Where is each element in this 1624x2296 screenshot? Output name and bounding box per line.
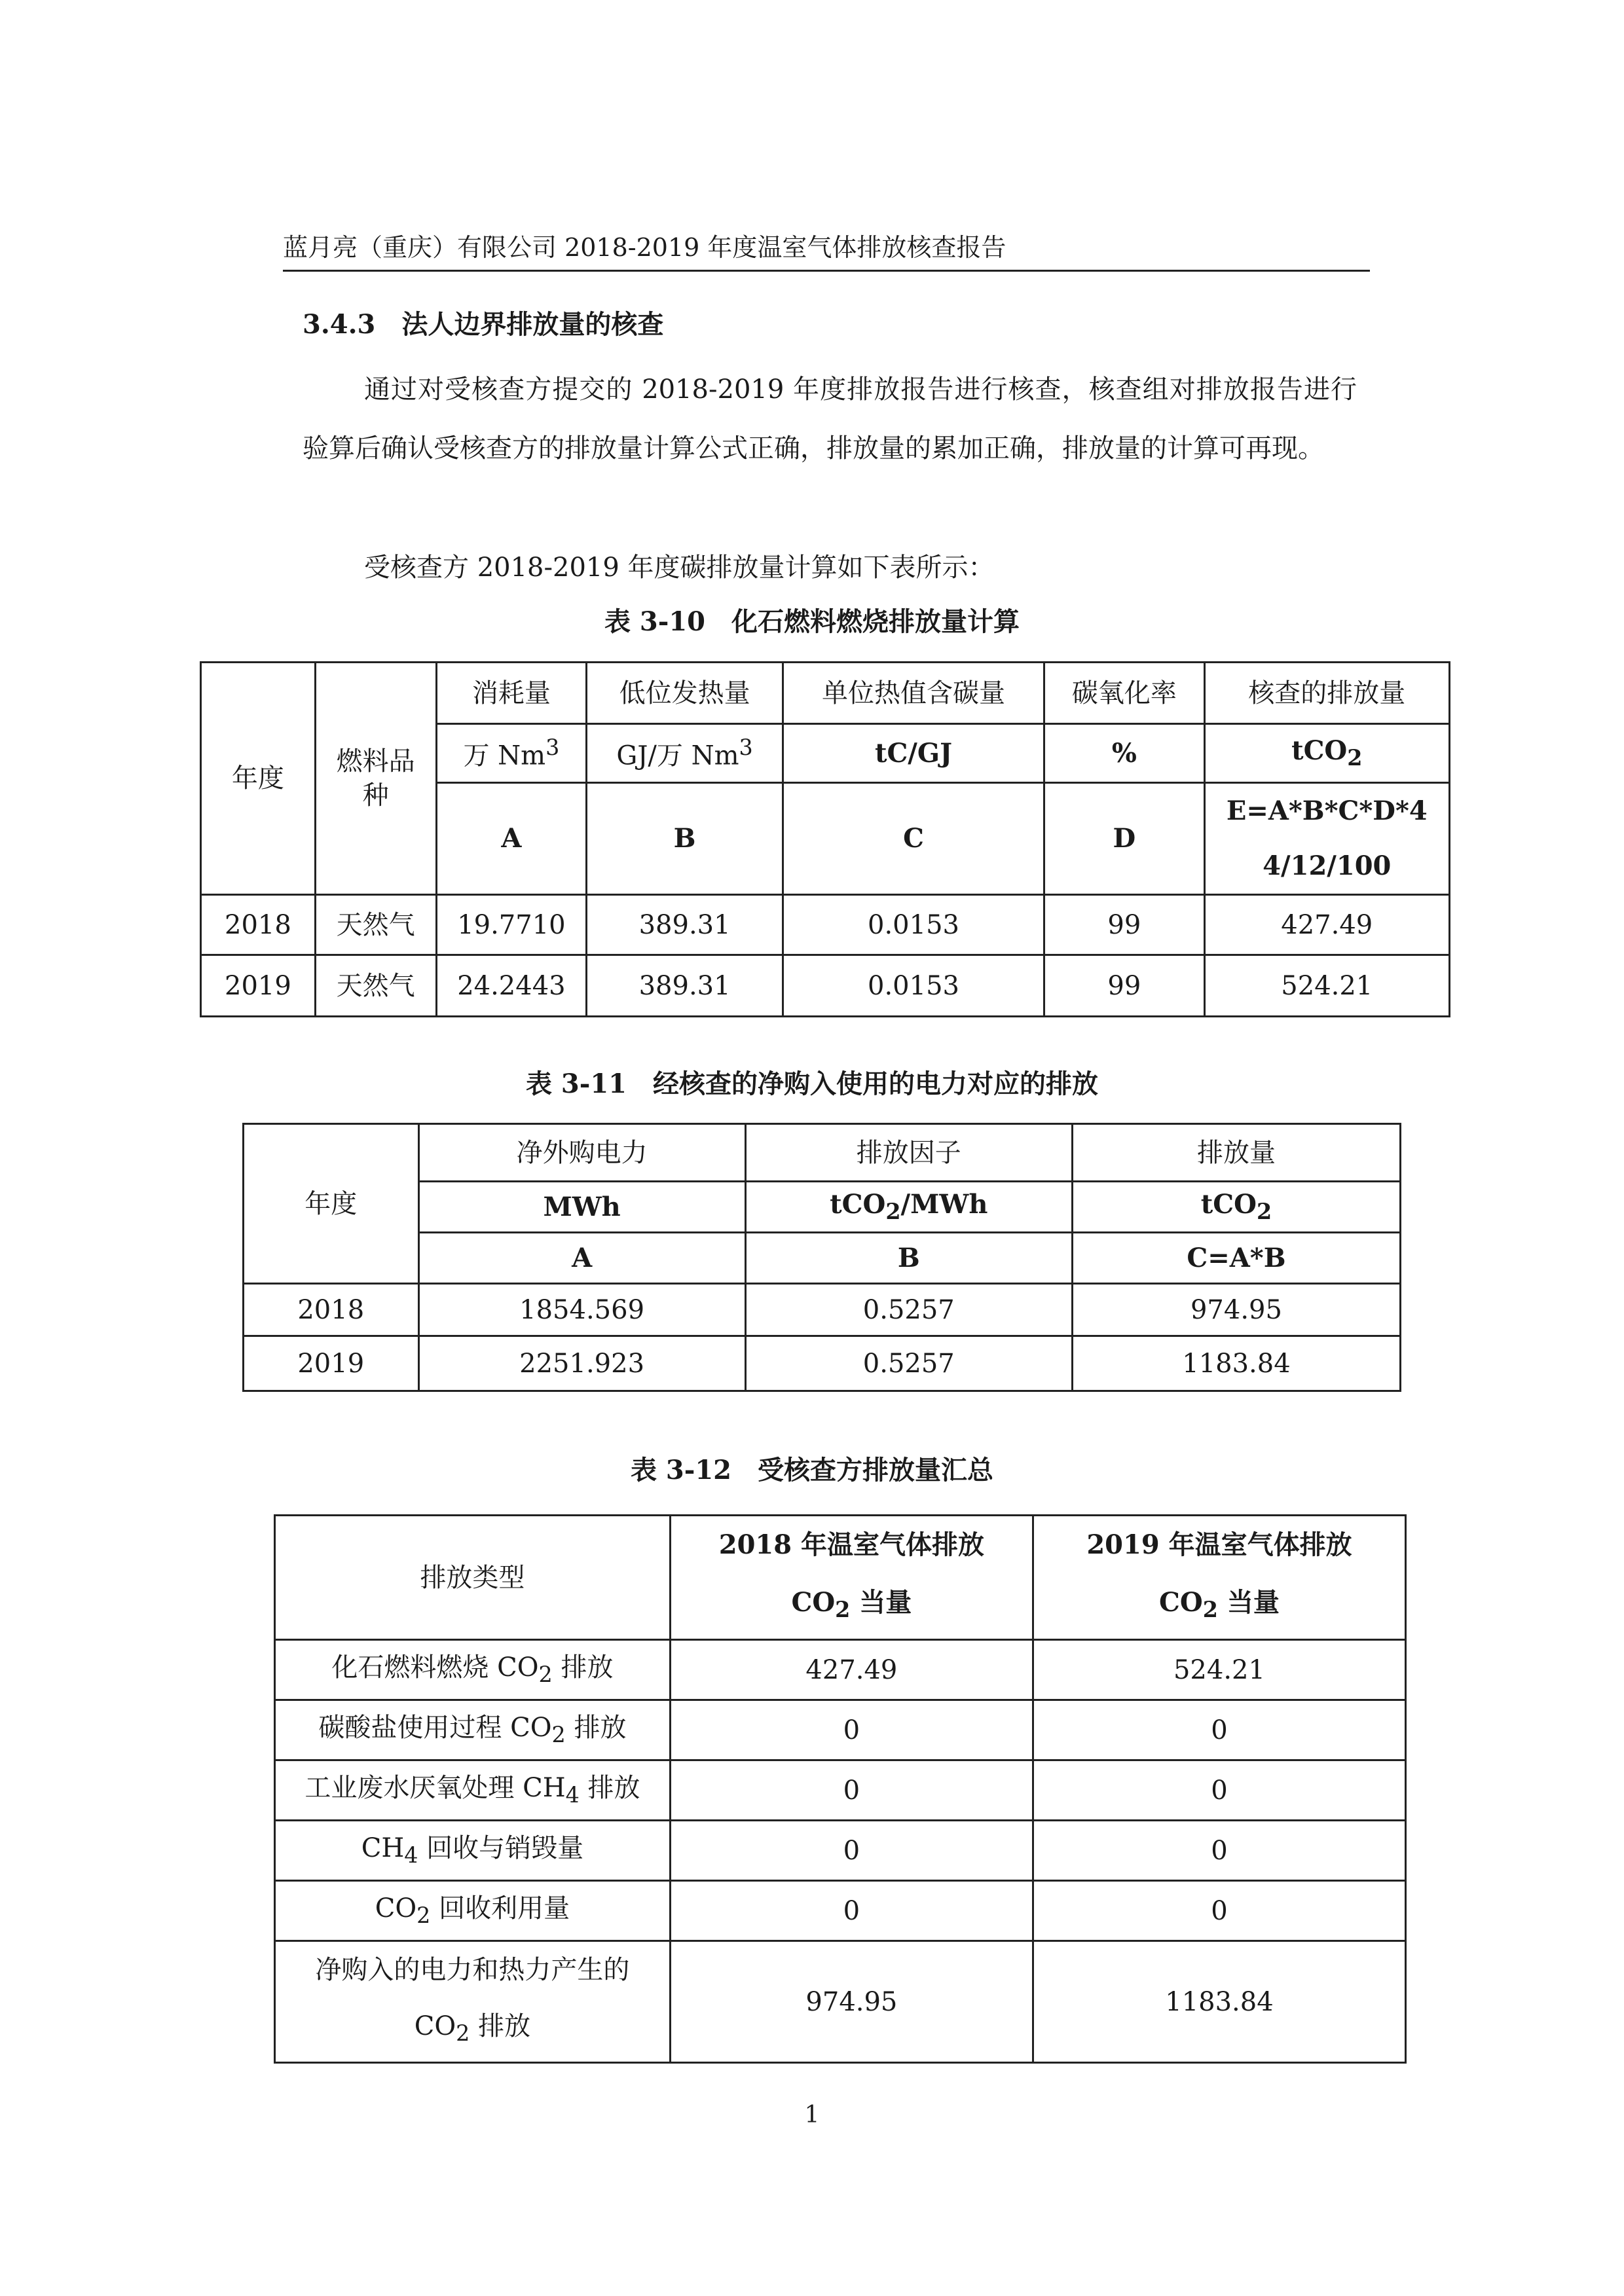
table3-cell-2019: 0 [1033,1821,1405,1881]
table1-cell-d: 99 [1044,895,1204,955]
table2-cell-b: 0.5257 [745,1284,1072,1336]
table3-header-type: 排放类型 [275,1516,671,1640]
table3-type-pre: 净购入的电力和热力产生的 CO [315,1955,630,2041]
table1-cell-year: 2019 [201,955,316,1017]
table2-symbol-b: B [745,1233,1072,1284]
table2-cell-year: 2018 [244,1284,419,1336]
table1-unit-emission-text: tCO [1291,735,1348,767]
table-row [201,895,1450,955]
table1-cell-fuel: 天然气 [315,955,436,1017]
table3-header-2019-unit [1034,1574,1405,1639]
table2-unit-emission [1072,1182,1400,1233]
table-row [275,1700,1406,1760]
table2-cell-year: 2019 [244,1336,419,1391]
table3-type-sub: 2 [538,1662,553,1688]
table1-header-oxidation: 碳氧化率 [1044,663,1204,724]
table3-cell-2019: 0 [1033,1881,1405,1941]
table3-header-2019-sub: 2 [1202,1597,1218,1622]
table3-header-2018-eq: 当量 [850,1587,912,1618]
table-row [275,1640,1406,1700]
table1-cell-b: 389.31 [587,955,783,1017]
table2-unit-electricity: MWh [418,1182,745,1233]
table3-header-2019-co: CO [1159,1587,1203,1618]
table2-cell-c: 1183.84 [1072,1336,1400,1391]
table2-unit-emission-sub: 2 [1256,1199,1272,1225]
table2-cell-a: 1854.569 [418,1284,745,1336]
table2-unit-factor [745,1182,1072,1233]
table1-cell-e: 427.49 [1204,895,1449,955]
table1-cell-year: 2018 [201,895,316,955]
table3-cell-type [275,1881,671,1941]
table3-header-2018-unit [671,1574,1032,1639]
table1-cell-c: 0.0153 [783,895,1044,955]
table-row [275,1881,1406,1941]
table3-type-post: 回收利用量 [430,1893,570,1924]
table1-unit-consumption [436,724,587,783]
table1-cell-c: 0.0153 [783,955,1044,1017]
table-row [275,1941,1406,2063]
table-row [244,1284,1401,1336]
table2-header-emission: 排放量 [1072,1124,1400,1182]
table1-cell-b: 389.31 [587,895,783,955]
table1-header-year: 年度 [201,663,316,895]
table2-cell-c: 974.95 [1072,1284,1400,1336]
table-row [275,1821,1406,1881]
table3-type-pre: 碳酸盐使用过程 CO [318,1713,552,1743]
paragraph-intro: 受核查方 2018-2019 年度碳排放量计算如下表所示： [364,553,995,583]
table1-unit-consumption-text: 万 Nm [463,740,546,771]
table3-type-sub: 4 [565,1782,580,1808]
table3-type-pre: CO [375,1893,417,1924]
table3-cell-type [275,1760,671,1821]
table3-type-pre: 化石燃料燃烧 CO [331,1652,539,1683]
table3-cell-2018: 0 [670,1881,1033,1941]
table2-header-year: 年度 [244,1124,419,1284]
table3-header-2019-eq: 当量 [1217,1587,1280,1618]
table3-type-pre: CH [361,1833,405,1864]
table3-caption: 表 3-12 受核查方排放量汇总 [630,1455,994,1485]
paragraph-verification: 通过对受核查方提交的 2018-2019 年度排放报告进行核查，核查组对排放报告进行验算后确认受核查方的排放量计算公式正确，排放量的累加正确，排放量的计算可再现。 [303,374,1357,464]
table1-header-ncv: 低位发热量 [587,663,783,724]
table2-header-electricity: 净外购电力 [418,1124,745,1182]
table1-formula-e-text: E=A*B*C*D*44/12/100 [1226,795,1428,881]
table1-cell-e: 524.21 [1204,955,1449,1017]
table3-type-sub: 4 [404,1842,418,1868]
table3-header-2018 [670,1516,1033,1640]
table1-symbol-c: C [783,783,1044,895]
page-number: 1 [804,2102,820,2128]
table3-type-sub: 2 [456,2020,470,2046]
table2-cell-a: 2251.923 [418,1336,745,1391]
table3-cell-2019: 0 [1033,1760,1405,1821]
table1-symbol-a: A [436,783,587,895]
table2-unit-factor-sub: 2 [885,1199,901,1225]
table3-type-post: 排放 [565,1713,627,1743]
table3-type-post: 排放 [470,2011,531,2041]
table3-header-2018-sub: 2 [835,1597,851,1622]
table2-caption: 表 3-11 经核查的净购入使用的电力对应的排放 [525,1068,1099,1099]
table3-header-2019-title: 2019 年温室气体排放 [1086,1529,1352,1560]
table3-cell-2018: 427.49 [670,1640,1033,1700]
table3-header-2018-co: CO [791,1587,836,1618]
table2-symbol-a: A [418,1233,745,1284]
table3-cell-type [275,1941,671,2063]
table3-cell-2018: 0 [670,1760,1033,1821]
table3-type-sub: 2 [416,1903,431,1929]
table1-header-consumption: 消耗量 [436,663,587,724]
table3-header-2019 [1033,1516,1405,1640]
table1-unit-ncv-sup: 3 [739,735,753,761]
table3-cell-type [275,1700,671,1760]
emission-summary-table [274,1514,1407,2064]
table1-unit-carbon-content: tC/GJ [783,724,1044,783]
table3-cell-2019: 1183.84 [1033,1941,1405,2063]
table2-unit-emission-text: tCO [1200,1189,1257,1220]
table2-header-factor: 排放因子 [745,1124,1072,1182]
electricity-table [242,1123,1401,1392]
table3-cell-2019: 0 [1033,1700,1405,1760]
table1-formula-e [1204,783,1449,895]
table1-caption: 表 3-10 化石燃料燃烧排放量计算 [604,606,1020,637]
table1-unit-ncv [587,724,783,783]
table1-header-carbon-content: 单位热值含碳量 [783,663,1044,724]
table1-cell-a: 24.2443 [436,955,587,1017]
table3-cell-2018: 0 [670,1821,1033,1881]
table3-header-2018-title: 2018 年温室气体排放 [718,1529,985,1560]
table3-cell-2018: 0 [670,1700,1033,1760]
table3-cell-2019: 524.21 [1033,1640,1405,1700]
table3-type-post: 排放 [552,1652,614,1683]
table2-unit-factor-pre: tCO [830,1189,886,1220]
table3-type-sub: 2 [551,1722,566,1748]
header-rule [283,270,1370,272]
table1-unit-oxidation: % [1044,724,1204,783]
table1-cell-fuel: 天然气 [315,895,436,955]
table3-type-post: 回收与销毁量 [418,1833,584,1864]
table2-cell-b: 0.5257 [745,1336,1072,1391]
table1-symbol-d: D [1044,783,1204,895]
table1-header-fuel-text: 燃料品种 [336,746,415,811]
table3-cell-2018: 974.95 [670,1941,1033,2063]
table3-cell-type [275,1821,671,1881]
table3-cell-type [275,1640,671,1700]
table3-type-pre: 工业废水厌氧处理 CH [304,1773,566,1804]
fossil-fuel-table [200,661,1450,1017]
table3-type-post: 排放 [579,1773,640,1804]
section-title: 3.4.3 法人边界排放量的核查 [303,309,664,340]
table2-unit-factor-post: /MWh [900,1189,988,1220]
table2-formula-c: C=A*B [1072,1233,1400,1284]
table1-unit-ncv-text: GJ/万 Nm [616,740,739,771]
table1-unit-consumption-sup: 3 [545,735,560,761]
page-header: 蓝月亮（重庆）有限公司 2018-2019 年度温室气体排放核查报告 [283,233,1006,262]
table1-header-fuel [315,663,436,895]
table-row [244,1336,1401,1391]
table1-header-emission: 核查的排放量 [1204,663,1449,724]
table-row [275,1760,1406,1821]
table1-symbol-b: B [587,783,783,895]
table-row [201,955,1450,1017]
table1-cell-a: 19.7710 [436,895,587,955]
table1-unit-emission [1204,724,1449,783]
table1-unit-emission-sub: 2 [1347,745,1363,771]
table1-cell-d: 99 [1044,955,1204,1017]
